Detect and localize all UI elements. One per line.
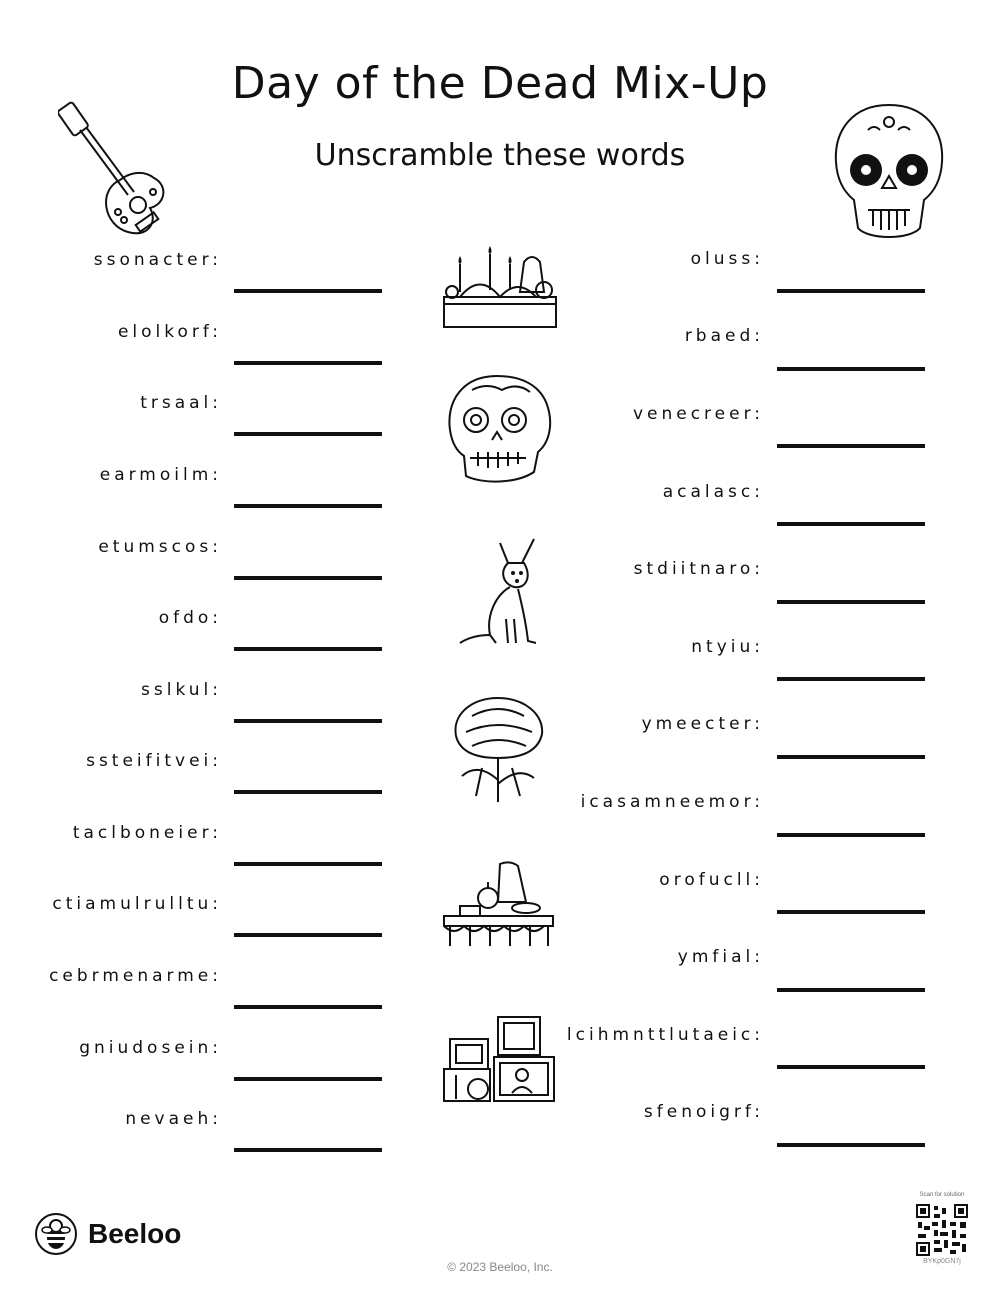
scrambled-word: elolkorf: xyxy=(117,322,222,342)
scrambled-word: etumscos: xyxy=(98,537,222,557)
answer-line[interactable] xyxy=(234,289,382,293)
scrambled-word: taclboneier: xyxy=(72,823,222,843)
scrambled-word: rbaed: xyxy=(684,326,764,346)
answer-line[interactable] xyxy=(234,862,382,866)
answer-line[interactable] xyxy=(234,576,382,580)
scrambled-word: ssonacter: xyxy=(93,250,222,270)
table-offering-icon xyxy=(440,858,557,950)
scrambled-word: lcihmnttlutaeic: xyxy=(566,1025,764,1045)
brand-name: Beeloo xyxy=(88,1218,182,1249)
answer-line[interactable] xyxy=(234,790,382,794)
answer-line[interactable] xyxy=(234,1077,382,1081)
scrambled-word: nevaeh: xyxy=(125,1109,222,1129)
scrambled-word: oluss: xyxy=(690,249,764,269)
qr-code-id: BYKp0GN7j xyxy=(923,1258,961,1265)
scrambled-word: acalasc: xyxy=(662,482,764,502)
answer-line[interactable] xyxy=(234,1005,382,1009)
scrambled-word: sslkul: xyxy=(141,680,222,700)
scrambled-word: stdiitnaro: xyxy=(633,559,764,579)
scrambled-word: sfenoigrf: xyxy=(643,1102,764,1122)
scrambled-word: ntyiu: xyxy=(691,637,764,657)
answer-line[interactable] xyxy=(777,1065,925,1069)
sugar-skull-icon xyxy=(828,100,950,245)
answer-line[interactable] xyxy=(777,988,925,992)
scrambled-word: icasamneemor: xyxy=(580,792,764,812)
dog-icon xyxy=(456,535,546,650)
answer-line[interactable] xyxy=(234,1148,382,1152)
scrambled-word: ssteifitvei: xyxy=(86,751,222,771)
scrambled-word: gniudosein: xyxy=(79,1038,222,1058)
answer-line[interactable] xyxy=(777,1143,925,1147)
answer-line[interactable] xyxy=(234,504,382,508)
answer-line[interactable] xyxy=(234,719,382,723)
page-title: Day of the Dead Mix-Up xyxy=(231,58,769,109)
altar-icon xyxy=(440,242,560,332)
answer-line[interactable] xyxy=(777,833,925,837)
answer-line[interactable] xyxy=(777,600,925,604)
scrambled-word: cebrmenarme: xyxy=(49,966,222,986)
brand-logo xyxy=(34,1212,181,1256)
answer-line[interactable] xyxy=(777,677,925,681)
answer-line[interactable] xyxy=(234,933,382,937)
answer-line[interactable] xyxy=(777,522,925,526)
answer-line[interactable] xyxy=(777,289,925,293)
guitar-icon xyxy=(58,100,173,245)
scrambled-word: ofdo: xyxy=(158,608,222,628)
scrambled-word: ctiamulrulltu: xyxy=(52,894,222,914)
qr-label: Scan for solution xyxy=(919,1192,965,1198)
scrambled-word: ymfial: xyxy=(677,947,764,967)
answer-line[interactable] xyxy=(234,647,382,651)
bee-icon xyxy=(34,1212,78,1256)
answer-line[interactable] xyxy=(234,361,382,365)
answer-line[interactable] xyxy=(777,367,925,371)
answer-line[interactable] xyxy=(234,432,382,436)
answer-line[interactable] xyxy=(777,755,925,759)
scrambled-word: ymeecter: xyxy=(641,714,764,734)
skull-icon xyxy=(442,372,557,487)
photo-altar-icon xyxy=(442,1015,559,1105)
copyright-text: © 2023 Beeloo, Inc. xyxy=(447,1260,553,1274)
scrambled-word: trsaal: xyxy=(140,393,222,413)
page-subtitle: Unscramble these words xyxy=(314,138,686,173)
marigold-icon xyxy=(442,692,554,807)
scrambled-word: venecreer: xyxy=(632,404,764,424)
scrambled-word: orofucll: xyxy=(659,870,764,890)
answer-line[interactable] xyxy=(777,444,925,448)
answer-line[interactable] xyxy=(777,910,925,914)
qr-code-icon[interactable] xyxy=(916,1204,968,1256)
scrambled-word: earmoilm: xyxy=(99,465,222,485)
